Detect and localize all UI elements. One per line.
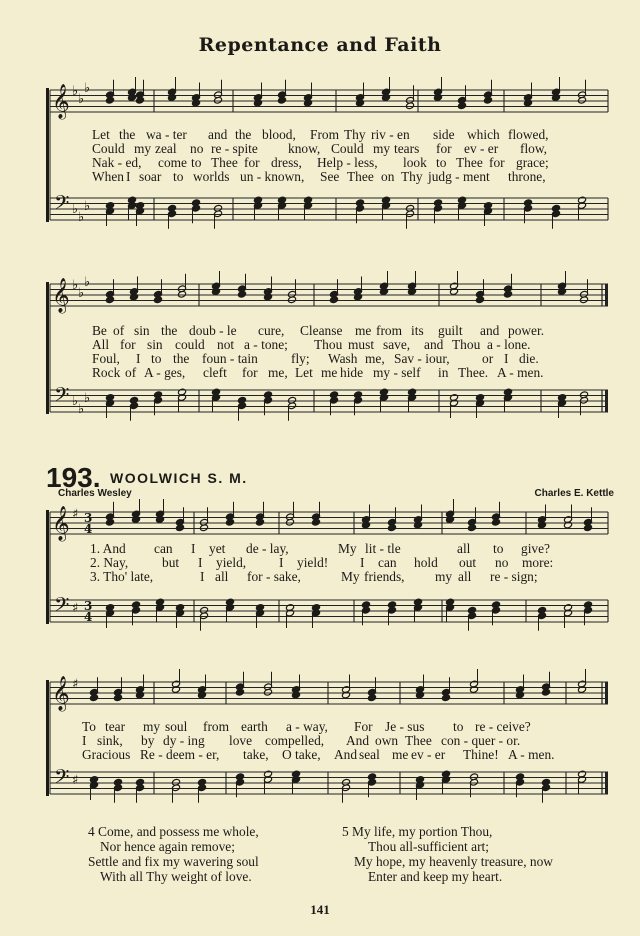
lyric-syllable: all: [457, 541, 471, 556]
lyric-syllable: I: [136, 351, 141, 366]
lyric-syllable: cleft: [203, 365, 227, 380]
lyric-syllable: Gracious: [82, 747, 131, 762]
lyric-syllable: lit - tle: [365, 541, 401, 556]
lyric-syllable: me: [321, 365, 338, 380]
lyric-syllable: in: [438, 365, 449, 380]
lyric-syllable: for: [436, 141, 452, 156]
hymn-192-system-2: [46, 272, 614, 442]
lyric-syllable: O: [282, 747, 292, 762]
lyric-syllable: yield!: [297, 555, 329, 570]
time-signature-bottom: 4: [84, 522, 93, 536]
lyric-syllable: to: [436, 155, 447, 170]
lyric-syllable: Cleanse: [300, 323, 343, 338]
stanza-line: Thou all-sufficient art;: [368, 839, 489, 854]
lyric-syllable: my: [373, 141, 391, 156]
lyric-syllable: From: [310, 127, 340, 142]
lyric-syllable: flow,: [520, 141, 548, 156]
lyric-syllable: my - self: [373, 365, 421, 380]
lyric-syllable: Thee: [211, 155, 238, 170]
lyric-syllable: wa - ter: [146, 127, 187, 142]
key-signature-icon: ♭: [78, 286, 85, 301]
lyric-syllable: sin: [147, 337, 163, 352]
lyric-syllable: A - men.: [508, 747, 555, 762]
lyric-syllable: con - quer - or.: [441, 733, 521, 748]
lyric-syllable: out: [459, 555, 477, 570]
lyric-syllable: could: [175, 337, 205, 352]
lyric-syllable: which: [467, 127, 500, 142]
lyric-syllable: un - known,: [240, 169, 305, 184]
lyric-syllable: sin: [134, 323, 150, 338]
lyric-syllable: of: [113, 323, 125, 338]
lyric-syllable: dress,: [271, 155, 302, 170]
lyric-syllable: 1. And: [90, 541, 126, 556]
key-signature-icon: ♭: [84, 81, 91, 96]
lyric-syllable: cure,: [258, 323, 285, 338]
lyric-syllable: Thee.: [458, 365, 489, 380]
lyric-syllable: Thou: [452, 337, 481, 352]
page-number: 141: [310, 902, 330, 917]
lyric-syllable: judg - ment: [428, 169, 490, 184]
key-signature-icon: ♭: [78, 402, 85, 417]
lyric-syllable: soul: [165, 719, 188, 734]
final-bar-line: [605, 772, 608, 794]
lyric-syllable: Help - less,: [317, 155, 378, 170]
bass-clef-icon: 𝄢: [54, 765, 70, 793]
lyric-syllable: for: [244, 155, 260, 170]
lyric-syllable: love: [229, 733, 253, 748]
stanza-5: [342, 824, 553, 884]
lyric-syllable: grace;: [516, 155, 549, 170]
lyric-syllable: sink,: [97, 733, 123, 748]
treble-clef-icon: 𝄞: [52, 506, 70, 541]
final-bar-line: [605, 682, 608, 704]
lyric-syllable: on: [381, 169, 395, 184]
music-staves: [46, 672, 614, 812]
lyric-syllable: no: [495, 555, 509, 570]
lyric-syllable: dy - ing: [163, 733, 205, 748]
lyric-syllable: its: [411, 323, 424, 338]
lyric-syllable: fly;: [291, 351, 310, 366]
lyric-syllable: of: [125, 365, 137, 380]
lyric-syllable: I: [82, 733, 87, 748]
lyric-syllable: side: [433, 127, 455, 142]
lyric-syllable: Thee: [347, 169, 374, 184]
lyric-syllable: re - sign;: [490, 569, 538, 584]
treble-clef-icon: 𝄞: [52, 278, 70, 313]
lyric-syllable: me: [355, 323, 372, 338]
lyric-syllable: die.: [519, 351, 539, 366]
lyric-syllable: for - sake,: [247, 569, 301, 584]
key-signature-icon: ♭: [84, 199, 91, 214]
stanza-line: 5 My life, my portion Thou,: [342, 824, 493, 839]
lyric-syllable: I: [126, 169, 131, 184]
lyric-syllable: 3. Tho' late,: [90, 569, 154, 584]
lyric-syllable: save,: [383, 337, 411, 352]
stanza-4: [88, 824, 259, 884]
key-signature-icon: ♯: [72, 773, 79, 788]
section-title: Repentance and Faith: [198, 34, 442, 56]
lyric-syllable: seal: [359, 747, 380, 762]
lyric-syllable: Could: [331, 141, 364, 156]
stanza-line: With all Thy weight of love.: [100, 869, 252, 884]
lyric-syllable: or: [482, 351, 494, 366]
lyric-syllable: Nak - ed,: [92, 155, 142, 170]
system-brace: [46, 510, 49, 624]
time-signature-top: 3: [84, 599, 93, 613]
lyric-syllable: Foul,: [92, 351, 120, 366]
lyric-syllable: my: [134, 141, 152, 156]
lyric-syllable: a - lone.: [487, 337, 531, 352]
lyric-syllable: my: [143, 719, 161, 734]
lyric-syllable: guilt: [438, 323, 463, 338]
hymn-193-system-2: [46, 672, 614, 812]
lyric-syllable: from: [203, 719, 230, 734]
hymn-number: 193.: [46, 462, 101, 493]
lyric-syllable: all: [458, 569, 472, 584]
lyric-syllable: earth: [241, 719, 268, 734]
lyric-syllable: to: [173, 169, 184, 184]
time-signature-bottom: 4: [84, 610, 93, 624]
lyric-syllable: Sav - iour,: [394, 351, 450, 366]
final-bar-line: [605, 284, 608, 306]
lyric-syllable: Let: [92, 127, 110, 142]
lyric-syllable: me,: [268, 365, 288, 380]
lyric-syllable: Re - deem - er,: [140, 747, 220, 762]
lyric-syllable: for: [120, 337, 136, 352]
lyric-syllable: Thee: [456, 155, 483, 170]
lyric-syllable: the: [173, 351, 190, 366]
lyric-syllable: tears: [394, 141, 420, 156]
lyric-syllable: And: [334, 747, 358, 762]
lyric-syllable: can: [378, 555, 397, 570]
lyric-syllable: 2. Nay,: [90, 555, 129, 570]
stanza-line: Settle and fix my wavering soul: [88, 854, 259, 869]
key-signature-icon: ♭: [72, 278, 79, 293]
treble-clef-icon: 𝄞: [52, 676, 70, 711]
lyric-syllable: My: [338, 541, 357, 556]
lyric-syllable: flowed,: [508, 127, 549, 142]
lyric-syllable: riv - en: [371, 127, 410, 142]
lyric-syllable: See: [320, 169, 340, 184]
lyric-syllable: yield,: [216, 555, 247, 570]
lyric-syllable: Thee: [405, 733, 432, 748]
lyric-syllable: me: [392, 747, 409, 762]
lyric-syllable: hide: [340, 365, 364, 380]
lyric-syllable: give?: [521, 541, 550, 556]
lyric-syllable: worlds: [193, 169, 230, 184]
lyric-syllable: can: [154, 541, 173, 556]
lyric-syllable: A - ges,: [144, 365, 186, 380]
bass-clef-icon: 𝄢: [54, 191, 70, 219]
lyric-syllable: yet: [209, 541, 226, 556]
key-signature-icon: ♭: [72, 84, 79, 99]
composer-credit: Charles E. Kettle: [534, 488, 614, 499]
key-signature-icon: ♭: [72, 202, 79, 217]
lyric-syllable: for: [489, 155, 505, 170]
lyric-syllable: for: [242, 365, 258, 380]
lyric-syllable: soar: [139, 169, 162, 184]
lyric-syllable: Be: [92, 323, 107, 338]
lyric-syllable: a - tone;: [244, 337, 288, 352]
lyric-syllable: re - ceive?: [475, 719, 531, 734]
bass-clef-icon: 𝄢: [54, 383, 70, 411]
lyric-syllable: Thou: [314, 337, 343, 352]
lyric-syllable: compelled,: [265, 733, 325, 748]
tune-name: WOOLWICH S. M.: [110, 470, 248, 486]
lyric-syllable: A - men.: [497, 365, 544, 380]
lyric-syllable: and: [480, 323, 500, 338]
lyric-syllable: blood,: [262, 127, 296, 142]
system-brace: [46, 680, 49, 796]
lyric-syllable: and: [424, 337, 444, 352]
bass-clef-icon: 𝄢: [54, 593, 70, 621]
hymn-192-system-1: [46, 76, 614, 246]
lyric-syllable: Wash: [328, 351, 358, 366]
system-brace: [46, 88, 49, 222]
key-signature-icon: ♭: [84, 275, 91, 290]
lyric-syllable: I: [360, 555, 365, 570]
lyric-syllable: to: [493, 541, 504, 556]
key-signature-icon: ♭: [72, 394, 79, 409]
key-signature-icon: ♭: [84, 391, 91, 406]
lyric-syllable: To: [82, 719, 96, 734]
lyric-syllable: look: [403, 155, 427, 170]
stanza-line: My hope, my heavenly treasure, now: [354, 854, 553, 869]
stanza-line: Nor hence again remove;: [100, 839, 235, 854]
lyric-syllable: from: [376, 323, 403, 338]
lyric-syllable: Could: [92, 141, 125, 156]
lyric-syllable: I: [504, 351, 509, 366]
lyric-syllable: own: [375, 733, 399, 748]
stanza-line: Enter and keep my heart.: [368, 869, 503, 884]
lyric-syllable: know,: [288, 141, 321, 156]
lyric-syllable: ev - er: [464, 141, 499, 156]
lyric-syllable: to: [453, 719, 464, 734]
stanza-line: 4 Come, and possess me whole,: [88, 824, 259, 839]
lyric-syllable: My: [341, 569, 360, 584]
lyric-syllable: and: [208, 127, 228, 142]
lyric-syllable: must: [348, 337, 375, 352]
lyric-syllable: a - way,: [286, 719, 328, 734]
lyric-syllable: take,: [243, 747, 269, 762]
lyric-syllable: foun - tain: [202, 351, 258, 366]
key-signature-icon: ♯: [72, 677, 79, 692]
lyric-syllable: All: [92, 337, 110, 352]
key-signature-icon: ♯: [72, 601, 79, 616]
lyric-syllable: not: [217, 337, 235, 352]
lyric-syllable: by: [141, 733, 155, 748]
hymn-193-header: [46, 462, 614, 493]
lyric-syllable: I: [279, 555, 284, 570]
hymn-193-system-1: [46, 502, 614, 652]
lyric-syllable: no: [190, 141, 204, 156]
author-credit: Charles Wesley: [58, 488, 132, 499]
lyric-syllable: take,: [295, 747, 321, 762]
lyric-syllable: throne,: [508, 169, 546, 184]
lyric-syllable: For: [354, 719, 373, 734]
lyric-syllable: de - lay,: [246, 541, 289, 556]
system-brace: [46, 282, 49, 414]
lyric-syllable: all: [215, 569, 229, 584]
lyric-syllable: Rock: [92, 365, 121, 380]
lyric-syllable: the: [161, 323, 178, 338]
lyric-syllable: me,: [365, 351, 385, 366]
lyric-syllable: Thy: [344, 127, 366, 142]
lyric-syllable: I: [198, 555, 203, 570]
time-signature-top: 3: [84, 511, 93, 525]
lyric-syllable: to: [191, 155, 202, 170]
lyric-syllable: doub - le: [189, 323, 237, 338]
lyric-syllable: Thine!: [463, 747, 499, 762]
lyric-syllable: ev - er: [411, 747, 446, 762]
lyric-syllable: to: [151, 351, 162, 366]
lyric-syllable: tear: [105, 719, 126, 734]
lyric-syllable: When: [92, 169, 124, 184]
lyric-syllable: the: [235, 127, 252, 142]
lyric-syllable: friends,: [364, 569, 405, 584]
lyric-syllable: but: [162, 555, 180, 570]
lyric-syllable: come: [158, 155, 187, 170]
key-signature-icon: ♭: [78, 210, 85, 225]
lyric-syllable: I: [200, 569, 205, 584]
lyric-syllable: my: [435, 569, 453, 584]
lyric-syllable: more:: [522, 555, 554, 570]
lyric-syllable: Let: [295, 365, 313, 380]
final-bar-line: [605, 390, 608, 412]
lyric-syllable: the: [119, 127, 136, 142]
lyric-syllable: And: [346, 733, 370, 748]
lyric-syllable: hold: [414, 555, 438, 570]
lyric-syllable: power.: [508, 323, 545, 338]
key-signature-icon: ♯: [72, 507, 79, 522]
treble-clef-icon: 𝄞: [52, 84, 70, 119]
lyric-syllable: zeal: [155, 141, 177, 156]
lyric-syllable: I: [191, 541, 196, 556]
lyric-syllable: Je - sus: [385, 719, 425, 734]
lyric-syllable: re - spite: [211, 141, 258, 156]
key-signature-icon: ♭: [78, 92, 85, 107]
lyric-syllable: Thy: [401, 169, 423, 184]
